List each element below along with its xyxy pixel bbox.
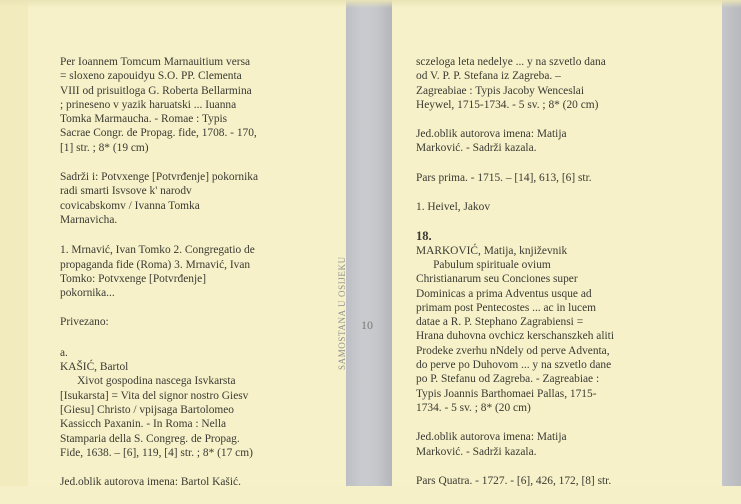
text-line: Per Ioannem Tomcum Marnauitium versa [60,56,251,68]
text-line: ; prineseno v yazik haruatski ... Iuanna [60,98,237,111]
text-line: Sacrae Congr. de Propag. fide, 1708. - 170, [60,127,257,140]
text-line: od V. P. P. Stefana iz Zagreba. – [416,70,561,83]
subjects-note [60,243,280,300]
text-line: 1. Mrnavić, Ivan Tomko 2. Congregatio de [60,244,255,257]
continued-block [416,55,638,112]
entry-number: 18. [416,229,432,244]
entry-18 [416,229,638,415]
text-line: sczeloga leta nedelye ... y na szvetlo dana [416,56,606,68]
text-line: pokornika... [60,287,115,300]
text-line: Stamparia della S. Congreg. de Propag. [60,432,240,445]
text-line: datae a R. P. Stephano Zagrabiensi = [416,316,584,329]
contents-note [60,170,280,227]
text-line: Marnavicha. [60,213,118,226]
text-line: Fide, 1638. – [6], 119, [4] str. ; 8* (17 cm) [60,446,253,459]
title-block [60,55,280,155]
entry-part-note: Pars Quatra. - 1727. - [6], 426, 172, [8] str. [416,474,612,487]
text-line: Typis Joannis Barthomaei Pallas, 1715- [416,387,597,400]
text-line: Tomka Marmaucha. - Romae : Typis [60,113,228,126]
text-line: covicabskomv / Ivanna Tomka [60,199,200,212]
page-number: 10 [361,318,373,332]
top-shadow [0,0,741,8]
subject-note: 1. Heivel, Jakov [416,201,491,214]
text-line: Zagreabiae : Typis Jacoby Wenceslai [416,84,585,97]
text-line: propaganda fide (Roma) 3. Mrnavić, Ivan [60,258,251,271]
text-line: po P. Stefanu od Zagreba. - Zagreabiae : [416,373,600,386]
part-note: Pars prima. - 1715. – [14], 613, [6] str. [416,171,592,184]
entry-name-note [416,430,638,459]
text-line: Marković. - Sadrži kazala. [416,142,537,155]
text-line: Dominicas a prima Adventus usque ad [416,287,592,300]
text-line: VIII od prisuitloga G. Roberta Bellarmina [60,84,252,97]
text-line: = sloxeno zapouidyu S.O. PP. Clementa [60,70,242,83]
item-letter: a. [60,346,68,359]
text-line: Pabulum spirituale ovium [416,258,551,271]
text-line: Xivot gospodina nascega Isvkarsta [60,375,236,388]
bound-item [60,346,280,460]
bound-with-label: Privezano: [60,316,109,329]
entry-author: MARKOVIĆ, Matija, književnik [416,244,568,257]
text-line: Marković. - Sadrži kazala. [416,445,537,458]
text-line: [Giesu] Christo / vpijsaga Bartolomeo [60,403,234,416]
item-author: KAŠIĆ, Bartol [60,361,129,374]
text-line: Heywel, 1715-1734. - 5 sv. ; 8* (20 cm) [416,98,599,111]
text-line: primam post Pentecostes ... ac in lucem [416,301,596,314]
text-line: Christianarum seu Conciones super [416,273,578,286]
text-line: Tomko: Potvxenge [Potvrđenje] [60,272,206,285]
text-line: do perve po Duhovom ... y na szvetlo dane [416,359,612,372]
text-line: Jed.oblik autorova imena: Matija [416,128,567,141]
text-line: Prodeke zverhu nNdely od perve Adventa, [416,344,610,357]
text-line: radi smarti Isvsove k' narodv [60,185,192,198]
text-line: [Isukarsta] = Vita del signor nostro Giesv [60,389,249,402]
item-name-note: Jed.oblik autorova imena: Bartol Kašić. [60,476,241,489]
spine-running-title: SAMOSTANA U OSIJEKU [337,256,347,370]
left-column [60,55,280,504]
author-name-note [416,127,638,156]
text-line: Jed.oblik autorova imena: Matija [416,431,567,444]
text-line: Kassicch Paxanin. - In Roma : Nella [60,418,227,431]
text-line: 1734. - 5 sv. ; 8* (20 cm) [416,401,531,414]
text-line: Hrana duhovna ovchicz kerschanszkeh aliti [416,330,614,343]
right-column [416,55,638,503]
page-edge [722,0,741,486]
text-line: Sadrži i: Potvxenge [Potvrđenje] pokornika [60,171,259,184]
book-gutter [346,0,392,486]
text-line: [1] str. ; 8* (19 cm) [60,141,149,154]
